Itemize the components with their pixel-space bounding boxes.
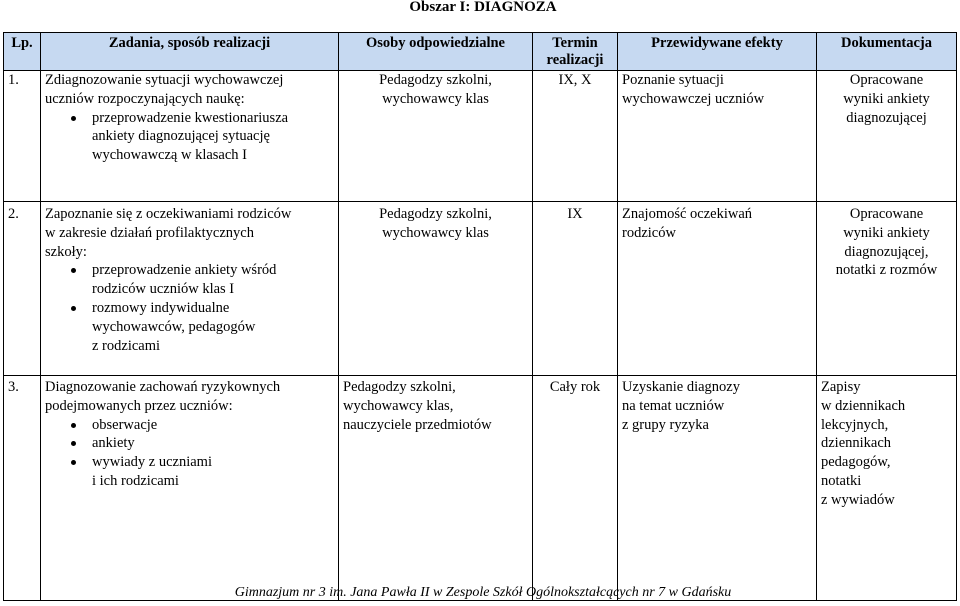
docs-text: lekcyjnych, bbox=[821, 416, 889, 433]
task-text: uczniów rozpoczynających naukę: bbox=[45, 90, 245, 107]
persons-text: nauczyciele przedmiotów bbox=[343, 416, 492, 433]
persons-text: wychowawcy klas, bbox=[343, 397, 454, 414]
docs-text: notatki z rozmów bbox=[835, 262, 938, 279]
docs-text: wyniki ankiety bbox=[843, 90, 930, 107]
effects-text: na temat uczniów bbox=[622, 397, 725, 414]
docs-text: diagnozującej, bbox=[844, 243, 929, 260]
persons-text: wychowawcy klas bbox=[382, 224, 489, 241]
page-title: Obszar I: DIAGNOZA bbox=[409, 0, 557, 15]
persons-text: Pedagodzy szkolni, bbox=[343, 379, 456, 395]
bullet-text: rozmowy indywidualne bbox=[92, 299, 230, 316]
effects-text: z grupy ryzyka bbox=[622, 416, 709, 433]
list-item bbox=[45, 261, 334, 299]
row-number: 3. bbox=[4, 376, 41, 601]
task-text: szkoły: bbox=[45, 243, 87, 260]
persons-cell bbox=[339, 71, 533, 202]
persons-text: Pedagodzy szkolni, bbox=[379, 206, 492, 222]
bullet-icon bbox=[71, 268, 76, 273]
bullet-icon bbox=[71, 116, 76, 121]
docs-text: z wywiadów bbox=[821, 491, 895, 508]
effects-text: rodziców bbox=[622, 224, 676, 241]
bullet-text: z rodzicami bbox=[92, 337, 161, 354]
bullet-text: ankiety bbox=[92, 435, 135, 452]
docs-text: pedagogów, bbox=[821, 454, 891, 471]
docs-text: diagnozującej bbox=[846, 109, 927, 126]
list-item bbox=[45, 109, 334, 165]
table-header-row bbox=[4, 33, 957, 71]
header-lp: Lp. bbox=[4, 33, 41, 71]
header-docs: Dokumentacja bbox=[817, 33, 957, 71]
bullet-text: ankiety diagnozującej sytuację bbox=[92, 128, 270, 145]
effects-cell bbox=[618, 71, 817, 202]
persons-cell bbox=[339, 376, 533, 601]
bullet-text: przeprowadzenie kwestionariusza bbox=[92, 109, 289, 126]
bullet-text: przeprowadzenie ankiety wśród bbox=[92, 262, 277, 279]
bullet-icon bbox=[71, 441, 76, 446]
table-row bbox=[4, 376, 957, 601]
plan-table bbox=[3, 32, 957, 601]
row-number: 1. bbox=[4, 71, 41, 202]
bullet-icon bbox=[71, 423, 76, 428]
task-text: Zapoznanie się z oczekiwaniami rodziców bbox=[45, 206, 292, 222]
task-text: podejmowanych przez uczniów: bbox=[45, 397, 233, 414]
bullet-text: wychowawczą w klasach I bbox=[92, 147, 247, 164]
header-effects: Przewidywane efekty bbox=[618, 33, 817, 71]
term-cell: IX bbox=[533, 202, 618, 376]
task-text: Zdiagnozowanie sytuacji wychowawczej bbox=[45, 72, 284, 88]
effects-cell bbox=[618, 202, 817, 376]
docs-text: dziennikach bbox=[821, 435, 892, 452]
page-footer: Gimnazjum nr 3 im. Jana Pawła II w Zespole Szkół Ogólnokształcących nr 7 w Gdańsku bbox=[234, 585, 732, 600]
docs-text: Opracowane bbox=[849, 206, 924, 222]
docs-text: wyniki ankiety bbox=[843, 224, 930, 241]
header-term bbox=[533, 33, 618, 71]
list-item bbox=[45, 434, 334, 453]
persons-text: wychowawcy klas bbox=[382, 90, 489, 107]
docs-text: notatki bbox=[821, 472, 862, 489]
term-cell: Cały rok bbox=[533, 376, 618, 601]
persons-cell bbox=[339, 202, 533, 376]
persons-text: Pedagodzy szkolni, bbox=[379, 72, 492, 88]
task-text: Diagnozowanie zachowań ryzykownych bbox=[45, 379, 281, 395]
table-row bbox=[4, 71, 957, 202]
task-bullet-list bbox=[45, 416, 334, 491]
effects-cell bbox=[618, 376, 817, 601]
table-row bbox=[4, 202, 957, 376]
effects-text: wychowawczej uczniów bbox=[622, 90, 765, 107]
bullet-icon bbox=[71, 306, 76, 311]
docs-text: w dziennikach bbox=[821, 397, 906, 414]
docs-text: Zapisy bbox=[821, 379, 861, 395]
bullet-text: obserwacje bbox=[92, 416, 158, 433]
docs-cell bbox=[817, 71, 957, 202]
effects-text: Znajomość oczekiwań bbox=[622, 206, 753, 222]
bullet-text: wywiady z uczniami bbox=[92, 454, 212, 471]
docs-cell bbox=[817, 376, 957, 601]
header-term-line2: realizacji bbox=[546, 52, 604, 68]
docs-text: Opracowane bbox=[849, 72, 924, 88]
docs-cell bbox=[817, 202, 957, 376]
bullet-text: i ich rodzicami bbox=[92, 472, 179, 489]
task-bullet-list bbox=[45, 109, 334, 165]
task-cell bbox=[41, 202, 339, 376]
list-item bbox=[45, 453, 334, 491]
list-item bbox=[45, 299, 334, 355]
term-cell: IX, X bbox=[533, 71, 618, 202]
effects-text: Uzyskanie diagnozy bbox=[622, 379, 740, 395]
task-bullet-list bbox=[45, 261, 334, 355]
list-item bbox=[45, 416, 334, 435]
bullet-text: wychowawców, pedagogów bbox=[92, 318, 256, 335]
header-persons: Osoby odpowiedzialne bbox=[339, 33, 533, 71]
bullet-icon bbox=[71, 460, 76, 465]
row-number: 2. bbox=[4, 202, 41, 376]
task-cell bbox=[41, 376, 339, 601]
effects-text: Poznanie sytuacji bbox=[622, 72, 724, 88]
header-tasks: Zadania, sposób realizacji bbox=[41, 33, 339, 71]
task-text: w zakresie działań profilaktycznych bbox=[45, 224, 254, 241]
task-cell bbox=[41, 71, 339, 202]
header-term-line1: Termin bbox=[552, 35, 598, 51]
bullet-text: rodziców uczniów klas I bbox=[92, 281, 235, 298]
